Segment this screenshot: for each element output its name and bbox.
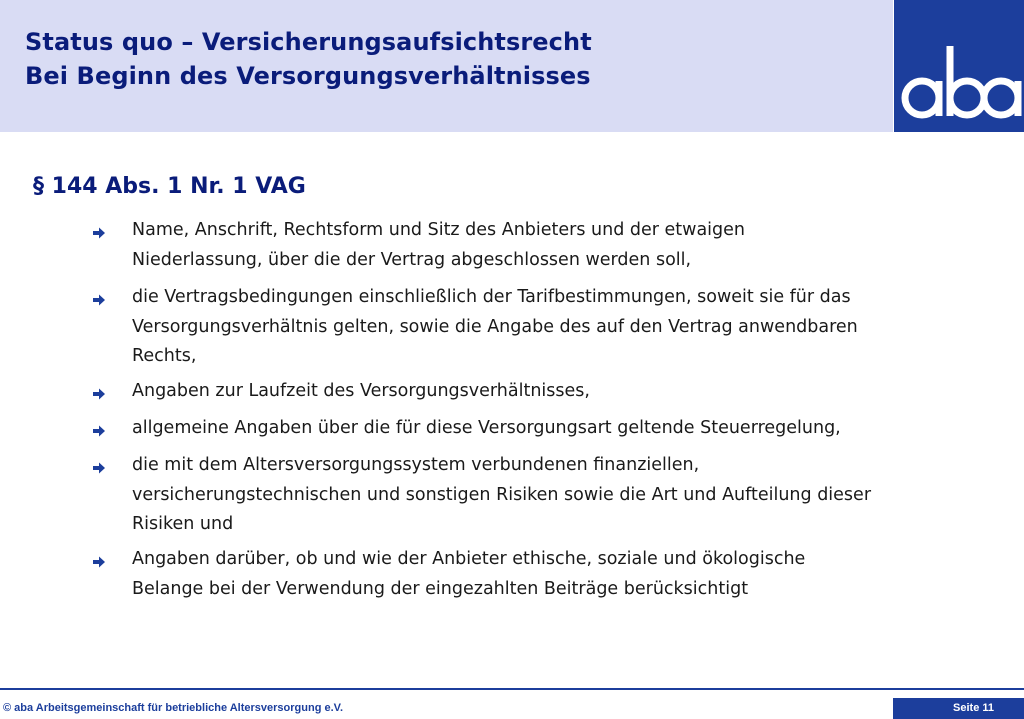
section-heading: § 144 Abs. 1 Nr. 1 VAG bbox=[33, 174, 306, 199]
footer-copyright: © aba Arbeitsgemeinschaft für betriebliche Altersversorgung e.V. bbox=[3, 702, 344, 714]
slide-title-line-1: Status quo – Versicherungsaufsichtsrecht bbox=[25, 28, 592, 56]
arrow-right-icon bbox=[92, 424, 106, 438]
list-item-line: Versorgungsverhältnis gelten, sowie die Angabe des auf den Vertrag anwendbaren bbox=[132, 316, 858, 337]
list-item-line: Niederlassung, über die der Vertrag abgeschlossen werden soll, bbox=[132, 249, 692, 270]
list-item-line: Angaben zur Laufzeit des Versorgungsverhältnisses, bbox=[132, 381, 590, 401]
list-item-line: allgemeine Angaben über die für diese Versorgungsart geltende Steuerregelung, bbox=[132, 418, 841, 438]
list-item-text bbox=[132, 216, 992, 275]
page-number-box bbox=[893, 698, 1024, 719]
list-item-line: Angaben darüber, ob und wie der Anbieter ethische, soziale und ökologische bbox=[132, 549, 806, 569]
arrow-right-icon bbox=[92, 226, 106, 240]
list-item-text bbox=[132, 451, 992, 540]
list-item-line: versicherungstechnischen und sonstigen Risiken sowie die Art und Aufteilung dieser bbox=[132, 484, 872, 505]
slide-title-line-2: Bei Beginn des Versorgungsverhältnisses bbox=[25, 62, 591, 90]
arrow-right-icon bbox=[92, 387, 106, 401]
list-item-line: Rechts, bbox=[132, 346, 197, 366]
arrow-right-icon bbox=[92, 555, 106, 569]
list-item-line: Risiken und bbox=[132, 514, 234, 534]
page-number: Seite 11 bbox=[953, 702, 994, 714]
list-item-line: die mit dem Altersversorgungssystem verbundenen finanziellen, bbox=[132, 455, 700, 475]
list-item-line: die Vertragsbedingungen einschließlich der Tarifbestimmungen, soweit sie für das bbox=[132, 287, 851, 307]
list-item-text bbox=[132, 377, 992, 407]
list-item-text bbox=[132, 545, 992, 604]
list-item-line: Name, Anschrift, Rechtsform und Sitz des Anbieters und der etwaigen bbox=[132, 220, 746, 240]
arrow-right-icon bbox=[92, 461, 106, 475]
slide-footer bbox=[0, 688, 1024, 719]
arrow-right-icon bbox=[92, 293, 106, 307]
footer-divider bbox=[0, 688, 1024, 690]
list-item-text bbox=[132, 283, 992, 372]
list-item-text bbox=[132, 414, 992, 444]
list-item-line: Belange bei der Verwendung der eingezahlten Beiträge berücksichtigt bbox=[132, 578, 749, 599]
